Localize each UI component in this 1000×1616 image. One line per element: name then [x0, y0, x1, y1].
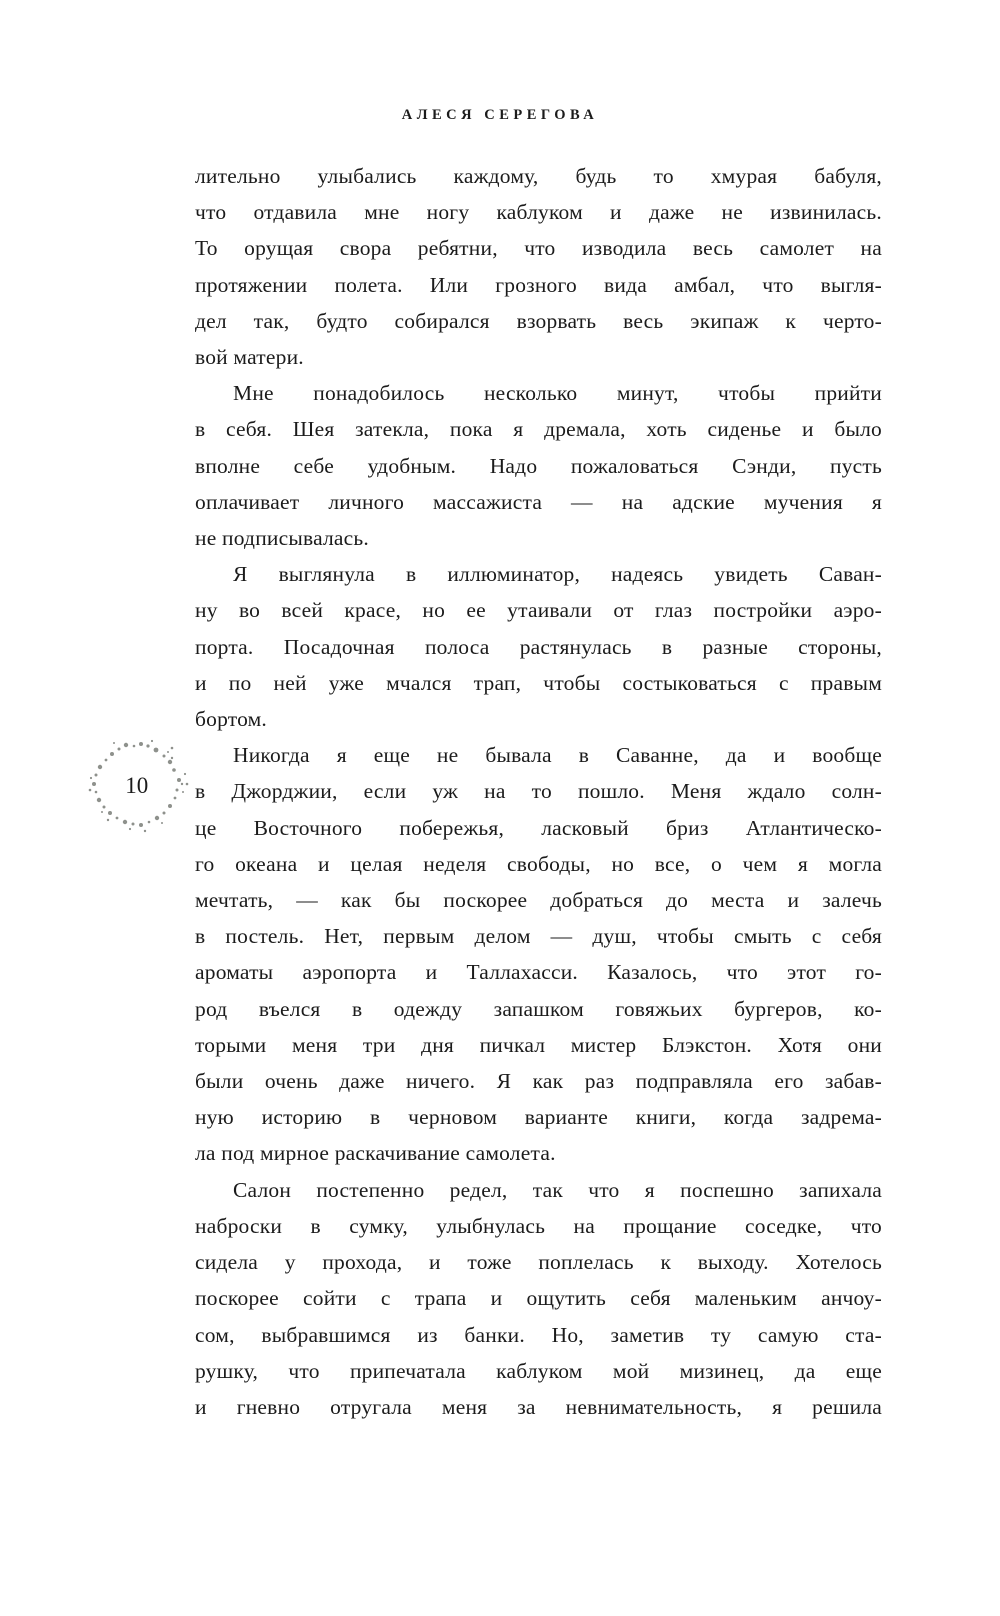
text-line: сидела у прохода, и тоже поплелась к выходу. Хотелось	[195, 1250, 882, 1275]
text-line: ну во всей красе, но ее утаивали от глаз постройки аэро-	[195, 598, 882, 623]
text-line: То орущая свора ребятни, что изводила весь самолет на	[195, 236, 882, 261]
text-line: в себя. Шея затекла, пока я дремала, хоть сиденье и было	[195, 417, 882, 442]
text-line: были очень даже ничего. Я как раз подправляла его забав-	[195, 1069, 882, 1094]
text-line: что отдавила мне ногу каблуком и даже не извинилась.	[195, 200, 882, 225]
text-line: в Джорджии, если уж на то пошло. Меня ждало солн-	[195, 779, 882, 804]
text-line: лительно улыбались каждому, будь то хмурая бабуля,	[195, 164, 882, 188]
text-line: ла под мирное раскачивание самолета.	[195, 1141, 556, 1166]
text-line: бортом.	[195, 707, 267, 732]
text-line: сом, выбравшимся из банки. Но, заметив ту самую ста-	[195, 1322, 882, 1347]
text-line: наброски в сумку, улыбнулась на прощание соседке, что	[195, 1213, 882, 1238]
running-header-author: АЛЕСЯ СЕРЕГОВА	[401, 107, 599, 123]
text-line: мечтать, — как бы поскорее добраться до места и залечь	[195, 888, 882, 913]
text-line: ароматы аэропорта и Таллахасси. Казалось, что этот го-	[195, 960, 882, 985]
text-line: це Восточного побережья, ласковый бриз Атлантическо-	[195, 815, 882, 840]
paragraph	[195, 737, 882, 1171]
text-line: торыми меня три дня пичкал мистер Блэкстон. Хотя они	[195, 1032, 882, 1057]
text-block	[195, 158, 882, 1425]
page-number: 10	[125, 772, 149, 798]
running-header	[0, 106, 1000, 124]
text-line: ную историю в черновом варианте книги, когда задрема-	[195, 1105, 882, 1130]
text-line: дел так, будто собирался взорвать весь экипаж к черто-	[195, 308, 882, 333]
text-line: не подписывалась.	[195, 526, 369, 551]
text-line: протяжении полета. Или грозного вида амбал, что выгля-	[195, 272, 882, 297]
text-line: рушку, что припечатала каблуком мой мизинец, да еще	[195, 1358, 882, 1383]
text-line: и гневно отругала меня за невнимательность, я решила	[195, 1394, 882, 1419]
text-line: вполне себе удобным. Надо пожаловаться Сэнди, пусть	[195, 453, 882, 478]
text-line: в постель. Нет, первым делом — душ, чтобы смыть с себя	[195, 924, 882, 949]
text-line: Салон постепенно редел, так что я поспешно запихала	[233, 1177, 882, 1202]
text-line: Мне понадобилось несколько минут, чтобы прийти	[233, 381, 882, 406]
paragraph	[195, 556, 882, 737]
text-line: и по ней уже мчался трап, чтобы состыковаться с правым	[195, 670, 882, 695]
text-line: род въелся в одежду запашком говяжьих бургеров, ко-	[195, 996, 882, 1021]
text-line: вой матери.	[195, 345, 304, 370]
text-line: порта. Посадочная полоса растянулась в разные стороны,	[195, 634, 882, 659]
text-line: оплачивает личного массажиста — на адские мучения я	[195, 489, 882, 514]
page-number-ornament	[84, 732, 194, 842]
text-line: поскорее сойти с трапа и ощутить себя маленьким анчоу-	[195, 1286, 882, 1311]
paragraph	[195, 158, 882, 375]
text-line: Я выглянула в иллюминатор, надеясь увидеть Саван-	[233, 562, 882, 587]
paragraph	[195, 375, 882, 556]
text-line: го океана и целая неделя свободы, но все, о чем я могла	[195, 851, 882, 876]
paragraph	[195, 1172, 882, 1425]
text-line: Никогда я еще не бывала в Саванне, да и вообще	[233, 743, 882, 768]
